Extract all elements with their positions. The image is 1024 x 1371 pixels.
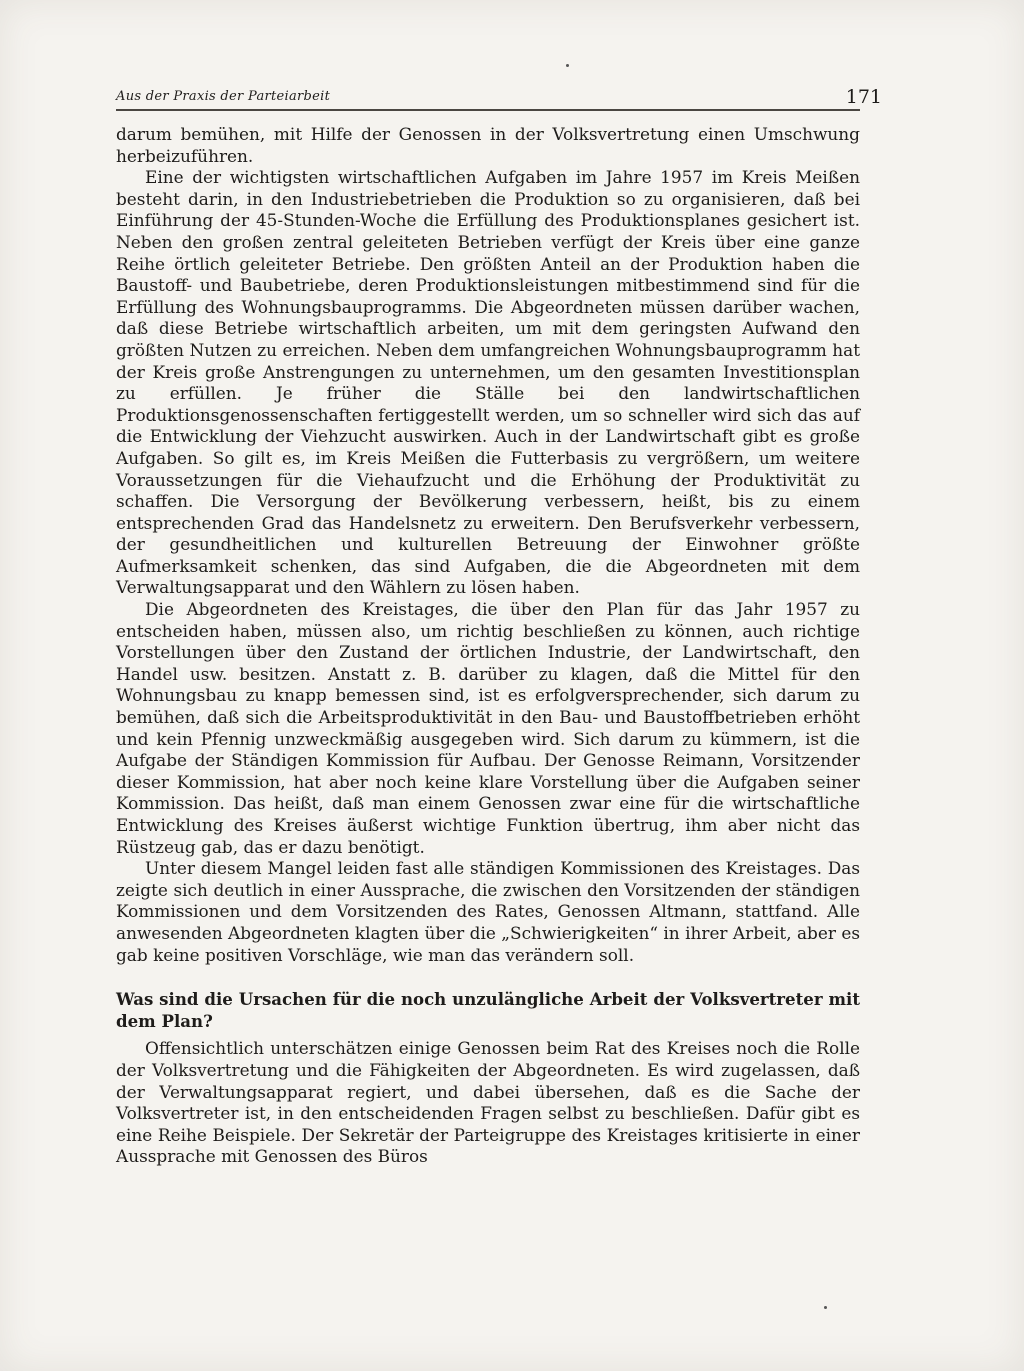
body-text <box>116 124 860 1168</box>
paragraph: Offensichtlich unterschätzen einige Genossen beim Rat des Kreises noch die Rolle der Volksvertretung und die Fähigkeiten der Abgeordneten. Es wird zugelassen, daß der Verwaltungsapparat regiert, und dabei übersehen, daß es die Sache der Volksvertreter ist, in den entscheidenden Fragen selbst zu beschließen. Dafür gibt es eine Reihe Beispiele. Der Sekretär der Parteigruppe des Kreistages kritisierte in einer Aussprache mit Genossen des Büros <box>116 1038 860 1167</box>
paper-speck <box>824 1306 827 1309</box>
paper-speck <box>566 64 569 67</box>
paragraph: Die Abgeordneten des Kreistages, die über den Plan für das Jahr 1957 zu entscheiden haben, müssen also, um richtig beschließen zu können, auch richtige Vorstellungen über den Zustand der örtlichen Industrie, der Landwirtschaft, den Handel usw. besitzen. Anstatt z. B. darüber zu klagen, daß die Mittel für den Wohnungsbau zu knapp bemessen sind, ist es erfolgversprechender, sich darum zu bemühen, daß sich die Arbeitsproduktivität in den Bau- und Baustoffbetrieben erhöht und kein Pfennig unzweckmäßig ausgegeben wird. Sich darum zu kümmern, ist die Aufgabe der Ständigen Kommission für Aufbau. Der Genosse Reimann, Vorsitzender dieser Kommission, hat aber noch keine klare Vorstellung über die Aufgaben seiner Kommission. Das heißt, daß man einem Genossen zwar eine für die wirtschaftliche Entwicklung des Kreises äußerst wichtige Funktion übertrug, ihm aber nicht das Rüstzeug gab, das er dazu benötigt. <box>116 599 860 857</box>
paragraph: Unter diesem Mangel leiden fast alle ständigen Kommissionen des Kreistages. Das zeigte sich deutlich in einer Aussprache, die zwischen den Vorsitzenden der ständigen Kommissionen und dem Vorsitzenden des Rates, Genossen Altmann, stattfand. Alle anwesenden Abgeordneten klagten über die „Schwierigkeiten“ in ihrer Arbeit, aber es gab keine positiven Vorschläge, wie man das verändern soll. <box>116 858 860 965</box>
page-number: 171 <box>845 86 882 108</box>
header-rule <box>116 109 860 111</box>
page-header <box>116 74 884 108</box>
running-title: Aus der Praxis der Parteiarbeit <box>116 89 331 104</box>
paragraph: Eine der wichtigsten wirtschaftlichen Aufgaben im Jahre 1957 im Kreis Meißen besteht darin, in den Industriebetrieben die Produktion so zu organisieren, daß bei Einführung der 45-Stunden-Woche die Erfüllung des Produktionsplanes gesichert ist. Neben den großen zentral geleiteten Betrieben verfügt der Kreis über eine ganze Reihe örtlich geleiteter Betriebe. Den größten Anteil an der Produktion haben die Baustoff- und Baubetriebe, deren Produktionsleistungen mitbestimmend sind für die Erfüllung des Wohnungsbauprogramms. Die Abgeordneten müssen darüber wachen, daß diese Betriebe wirtschaftlich arbeiten, um mit dem geringsten Aufwand den größten Nutzen zu erreichen. Neben dem umfangreichen Wohnungsbauprogramm hat der Kreis große Anstrengungen zu unternehmen, um den gesamten Investitionsplan zu erfüllen. Je früher die Ställe bei den landwirtschaftlichen Produktionsgenossenschaften fertiggestellt werden, um so schneller wird sich das auf die Entwicklung der Viehzucht auswirken. Auch in der Landwirtschaft gibt es große Aufgaben. So gilt es, im Kreis Meißen die Futterbasis zu vergrößern, um weitere Voraussetzungen für die Viehaufzucht und die Erhöhung der Produktivität zu schaffen. Die Versorgung der Bevölkerung verbessern, heißt, bis zu einem entsprechenden Grad das Handelsnetz zu erweitern. Den Berufsverkehr verbessern, der gesundheitlichen und kulturellen Betreuung der Einwohner größte Aufmerksamkeit schenken, das sind Aufgaben, die die Abgeordneten mit dem Verwaltungsapparat und den Wählern zu lösen haben. <box>116 167 860 598</box>
paragraph-continuation: darum bemühen, mit Hilfe der Genossen in der Volksvertretung einen Umschwung herbeizuführen. <box>116 124 860 166</box>
section-heading: Was sind die Ursachen für die noch unzulängliche Arbeit der Volksvertreter mit dem Plan? <box>116 989 860 1031</box>
